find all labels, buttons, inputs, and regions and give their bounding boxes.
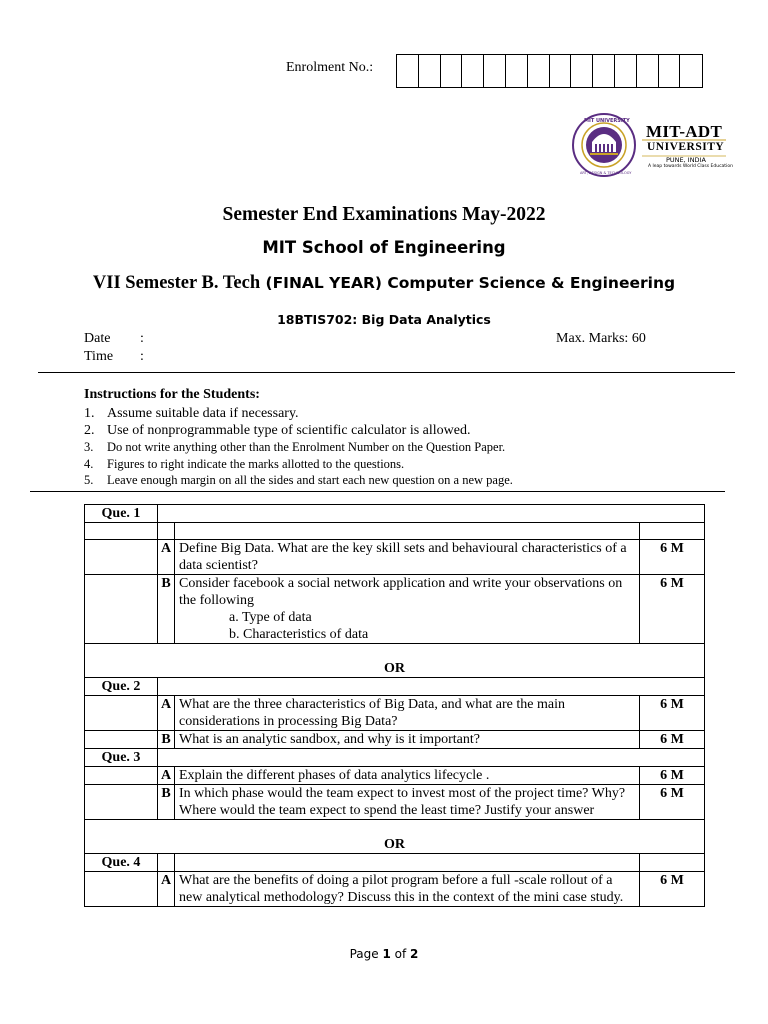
enrolment-digit-box[interactable] bbox=[571, 55, 593, 87]
table-row bbox=[85, 678, 705, 696]
table-row bbox=[85, 644, 705, 678]
enrolment-digit-box[interactable] bbox=[615, 55, 637, 87]
table-row bbox=[85, 872, 705, 907]
sub-item: b. Characteristics of data bbox=[229, 627, 369, 642]
question-text: Explain the different phases of data analytics lifecycle . bbox=[175, 767, 640, 785]
enrolment-digit-box[interactable] bbox=[659, 55, 681, 87]
marks: 6 M bbox=[640, 731, 705, 749]
divider-top bbox=[38, 372, 735, 373]
page-number: Page 1 of 2 bbox=[349, 947, 419, 961]
subquestion-letter: A bbox=[158, 696, 175, 731]
subquestion-letter: B bbox=[158, 575, 175, 644]
enrolment-digit-box[interactable] bbox=[462, 55, 484, 87]
time-label: Time bbox=[84, 349, 114, 364]
question-text: What is an analytic sandbox, and why is it important? bbox=[175, 731, 640, 749]
table-row bbox=[85, 731, 705, 749]
logo-ring-text-bottom: ART, DESIGN & TECHNOLOGY bbox=[580, 171, 632, 175]
table-row bbox=[85, 854, 705, 872]
instruction-item: 5. Leave enough margin on all the sides and start each new question on a new page. bbox=[84, 473, 513, 487]
subquestion-letter: A bbox=[158, 767, 175, 785]
table-row bbox=[85, 749, 705, 767]
enrolment-digit-box[interactable] bbox=[441, 55, 463, 87]
enrolment-digit-box[interactable] bbox=[550, 55, 572, 87]
max-marks: Max. Marks: 60 bbox=[556, 331, 646, 346]
question-text: In which phase would the team expect to invest most of the project time? Why? Where would the team expect to spend the least time? Justify your answer bbox=[175, 785, 640, 820]
instructions-title: Instructions for the Students: bbox=[84, 387, 260, 402]
enrolment-digit-box[interactable] bbox=[680, 55, 702, 87]
table-row bbox=[85, 785, 705, 820]
instruction-item: 2. Use of nonprogrammable type of scientific calculator is allowed. bbox=[84, 422, 471, 438]
instruction-item: 4. Figures to right indicate the marks allotted to the questions. bbox=[84, 456, 405, 471]
marks: 6 M bbox=[640, 696, 705, 731]
enrolment-digit-box[interactable] bbox=[397, 55, 419, 87]
course-title bbox=[0, 273, 768, 294]
course-part2: (FINAL YEAR) Computer Science & Engineering bbox=[260, 274, 676, 292]
question-label: Que. 1 bbox=[85, 505, 158, 523]
table-row bbox=[85, 505, 705, 523]
question-text: Define Big Data. What are the key skill sets and behavioural characteristics of a data scientist? bbox=[175, 540, 640, 575]
logo-sub: UNIVERSITY bbox=[647, 141, 725, 153]
table-row bbox=[85, 696, 705, 731]
enrolment-digit-box[interactable] bbox=[637, 55, 659, 87]
table-row bbox=[85, 767, 705, 785]
sub-item: a. Type of data bbox=[229, 610, 312, 625]
question-label: Que. 2 bbox=[85, 678, 158, 696]
enrolment-digit-box[interactable] bbox=[419, 55, 441, 87]
logo-place: PUNE, INDIA bbox=[666, 156, 706, 164]
enrolment-label: Enrolment No.: bbox=[286, 60, 374, 75]
or-separator: OR bbox=[85, 644, 705, 678]
enrolment-digit-box[interactable] bbox=[506, 55, 528, 87]
exam-title: Semester End Examinations May-2022 bbox=[222, 204, 546, 225]
enrolment-digit-box[interactable] bbox=[528, 55, 550, 87]
school-name: MIT School of Engineering bbox=[262, 238, 506, 257]
course-part1: VII Semester B. Tech bbox=[92, 273, 261, 293]
marks: 6 M bbox=[640, 540, 705, 575]
question-text: What are the three characteristics of Big Data, and what are the main considerations in processing Big Data? bbox=[175, 696, 640, 731]
enrolment-digit-box[interactable] bbox=[593, 55, 615, 87]
subquestion-letter: A bbox=[158, 540, 175, 575]
date-label: Date bbox=[84, 331, 111, 346]
logo-ring-text: MIT UNIVERSITY bbox=[584, 118, 630, 124]
subquestion-letter: B bbox=[158, 731, 175, 749]
marks: 6 M bbox=[640, 872, 705, 907]
divider-bottom bbox=[30, 491, 725, 492]
logo-tagline: A leap towards World Class Education bbox=[648, 164, 733, 169]
instructions-list bbox=[84, 406, 513, 489]
instruction-item: 1. Assume suitable data if necessary. bbox=[84, 406, 299, 421]
enrolment-boxes[interactable] bbox=[396, 54, 703, 88]
instruction-item: 3. Do not write anything other than the Enrolment Number on the Question Paper. bbox=[84, 440, 506, 454]
question-table bbox=[84, 504, 705, 907]
marks: 6 M bbox=[640, 575, 705, 644]
question-label: Que. 4 bbox=[85, 854, 158, 872]
question-label: Que. 3 bbox=[85, 749, 158, 767]
subquestion-letter: B bbox=[158, 785, 175, 820]
table-row bbox=[85, 820, 705, 854]
subject-code: 18BTIS702: Big Data Analytics bbox=[277, 312, 491, 327]
logo-name: MIT-ADT bbox=[646, 122, 723, 141]
question-text: Consider facebook a social network application and write your observations on the following a. Type of data b. Characteristics of data bbox=[175, 575, 640, 644]
question-text: What are the benefits of doing a pilot program before a full -scale rollout of a new analytical methodology? Discuss this in the context of the mini case study. bbox=[175, 872, 640, 907]
marks: 6 M bbox=[640, 785, 705, 820]
table-row bbox=[85, 540, 705, 575]
table-row bbox=[85, 575, 705, 644]
or-separator: OR bbox=[85, 820, 705, 854]
time-colon: : bbox=[140, 349, 144, 364]
table-row bbox=[85, 523, 705, 540]
marks: 6 M bbox=[640, 767, 705, 785]
date-colon: : bbox=[140, 331, 144, 346]
subquestion-letter: A bbox=[158, 872, 175, 907]
enrolment-digit-box[interactable] bbox=[484, 55, 506, 87]
